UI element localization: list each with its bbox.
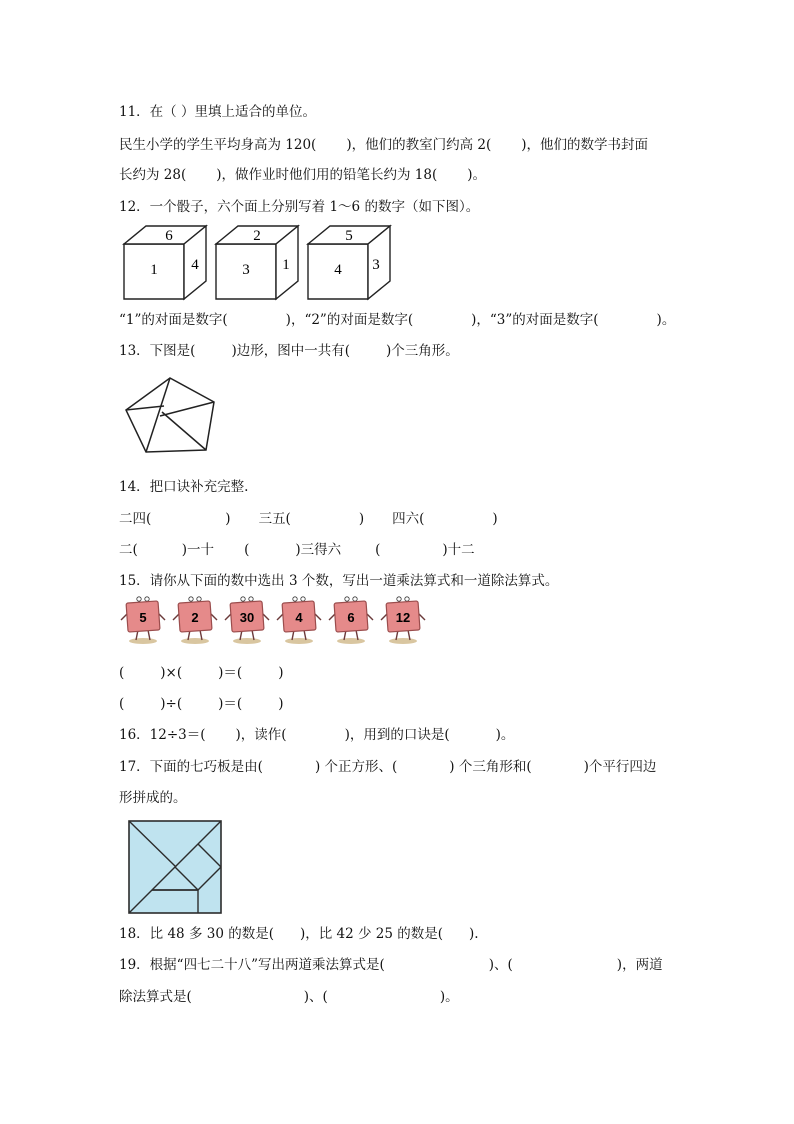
pentagon-figure (120, 372, 240, 462)
q11-text-a: 民生小学的学生平均身高为 120( (119, 137, 317, 153)
q16-text-b: )，读作( (235, 727, 287, 743)
q17-text-c: ) 个三角形和( (449, 759, 532, 775)
q16-line (119, 726, 514, 744)
q15-div-open: ( (119, 696, 125, 712)
q13-line (119, 342, 459, 360)
q15-div-equals: )＝( (218, 696, 243, 712)
q17-text-d: )个平行四边 (583, 759, 657, 775)
q14-r2-d: )三得六 (295, 542, 342, 558)
q14-r2-b: )一十 (181, 542, 215, 558)
q14-r2-e: ( (375, 542, 381, 558)
q12-title: 12．一个骰子，六个面上分别写着 1～6 的数字（如下图）。 (119, 199, 480, 215)
number-card-character (121, 597, 165, 644)
q12-answer-line (119, 311, 675, 329)
dice-figure (118, 222, 398, 302)
card-value: 6 (347, 610, 355, 625)
q13-text-b: )边形，图中一共有( (231, 343, 350, 359)
q14-r1-a: 二四( (119, 511, 152, 527)
number-card-character (173, 597, 217, 644)
die1-front: 1 (150, 262, 158, 278)
q11-text-c: )，他们的数学书封面 (521, 137, 649, 153)
q11-text-e: )，做作业时他们用的铅笔长约为 18( (216, 167, 438, 183)
q15-mul-close: ) (278, 665, 284, 681)
die2-front: 3 (242, 262, 250, 278)
q15-division-line (119, 695, 283, 713)
card-value: 2 (191, 610, 199, 625)
card-value: 5 (139, 610, 147, 625)
q14-r1-b: ) (225, 511, 231, 527)
q11-line2 (119, 166, 486, 184)
q12-text-a: “1”的对面是数字( (119, 312, 228, 328)
dice-icon (308, 226, 390, 299)
q16-text-a: 16．12÷3＝( (119, 727, 206, 743)
q19-text-d: 除法算式是( (119, 989, 192, 1005)
q19-line2 (119, 988, 459, 1006)
die3-front: 4 (334, 262, 342, 278)
q14-r1-e: 四六( (392, 511, 425, 527)
card-value: 4 (295, 610, 303, 625)
q12-text-b: )，“2”的对面是数字( (285, 312, 414, 328)
q18-line (119, 925, 479, 943)
card-value: 12 (395, 610, 411, 625)
q19-line1 (119, 956, 663, 974)
q17-text-b: ) 个正方形、( (314, 759, 398, 775)
q19-text-a: 19．根据“四七二十八”写出两道乘法算式是( (119, 957, 385, 973)
q14-r2-f: )十二 (442, 542, 475, 558)
q14-row2 (119, 541, 475, 559)
q17-line1 (119, 758, 656, 776)
q11-line1 (119, 136, 648, 154)
q14-r1-d: ) (358, 511, 365, 527)
q15-mul-times: )×( (160, 665, 183, 681)
q12-text-c: )，“3”的对面是数字( (471, 312, 599, 328)
q16-text-c: )，用到的口诀是( (344, 727, 450, 743)
q18-text-b: )，比 42 少 25 的数是( (299, 926, 444, 942)
q13-text-a: 13．下图是( (119, 343, 196, 359)
q11-text-b: )，他们的教室门约高 2( (346, 137, 492, 153)
die3-side: 3 (372, 257, 380, 273)
q15-title: 15．请你从下面的数中选出 3 个数，写出一道乘法算式和一道除法算式。 (119, 573, 559, 589)
q15-div-close: ) (278, 696, 284, 712)
q11-text-d: 长约为 28( (119, 167, 187, 183)
number-cards (118, 596, 438, 648)
die2-side: 1 (282, 257, 290, 273)
dice-icon (124, 226, 206, 299)
q13-text-c: )个三角形。 (386, 343, 459, 359)
q12-text-d: )。 (656, 312, 676, 328)
q11-text-f: )。 (467, 167, 487, 183)
number-card-character (381, 597, 425, 644)
q17-text-a: 17．下面的七巧板是由( (119, 759, 263, 775)
q19-text-c: )，两道 (616, 957, 663, 973)
q16-text-d: )。 (495, 727, 515, 743)
q18-text-a: 18．比 48 多 30 的数是( (119, 926, 274, 942)
q14-r1-f: ) (492, 511, 498, 527)
q14-r2-a: 二( (119, 542, 138, 558)
number-card-character (225, 597, 269, 644)
q18-text-c: ). (469, 926, 479, 942)
card-value: 30 (239, 610, 255, 625)
number-card-character (329, 597, 373, 644)
q14-row1 (119, 510, 498, 528)
q14-r1-c: 三五( (258, 511, 291, 527)
q15-mul-open: ( (119, 665, 125, 681)
q15-mul-equals: )＝( (218, 665, 243, 681)
q19-text-e: )、( (303, 989, 328, 1005)
q19-text-f: )。 (439, 989, 459, 1005)
die1-top: 6 (165, 228, 173, 244)
die3-top: 5 (345, 228, 353, 244)
q14-r2-c: ( (244, 542, 250, 558)
die1-side: 4 (191, 257, 199, 273)
q17-line2: 形拼成的。 (119, 790, 187, 806)
tangram-figure (128, 820, 224, 916)
dice-icon (216, 226, 298, 299)
die2-top: 2 (253, 228, 261, 244)
q15-multiplication-line (119, 664, 283, 682)
number-card-character (277, 597, 321, 644)
q19-text-b: )、( (488, 957, 513, 973)
q11-title: 11．在（ ）里填上适合的单位。 (119, 104, 316, 120)
q14-title: 14．把口诀补充完整. (119, 479, 249, 495)
q15-div-divide: )÷( (160, 696, 183, 712)
